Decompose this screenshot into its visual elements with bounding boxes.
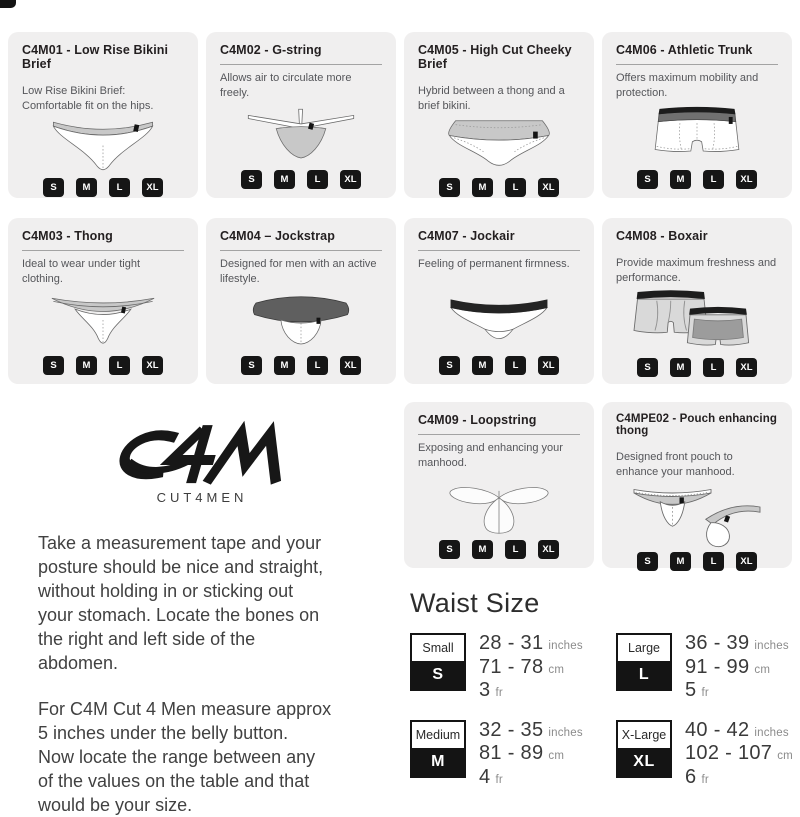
product-card-c4mpe02 bbox=[602, 402, 792, 568]
divider bbox=[220, 64, 382, 65]
size-badge-xl: XL bbox=[538, 178, 559, 197]
instruction-line: Now locate the range between any bbox=[38, 747, 316, 767]
size-badge-m: M bbox=[472, 356, 493, 375]
size-badge-s: S bbox=[637, 170, 658, 189]
size-label: Large bbox=[628, 641, 660, 655]
size-badge-s: S bbox=[241, 356, 262, 375]
instructions-paragraph-1 bbox=[38, 531, 396, 675]
size-badge-m: M bbox=[670, 358, 691, 377]
pouch-thong-svg bbox=[627, 479, 767, 549]
instruction-line: 5 inches under the belly button. bbox=[38, 723, 289, 743]
fr-value: 5 bbox=[685, 679, 697, 701]
product-card-c4m07 bbox=[404, 218, 594, 384]
cheeky-brief-svg bbox=[437, 113, 561, 175]
size-badge-l: L bbox=[505, 178, 526, 197]
size-label: Small bbox=[422, 641, 454, 655]
row3-and-waist-size bbox=[404, 402, 792, 817]
product-card-c4m06 bbox=[602, 32, 792, 198]
bikini-brief-illustration bbox=[22, 113, 184, 175]
boxair-svg bbox=[627, 285, 767, 355]
inches-unit: inches bbox=[754, 726, 789, 739]
size-entry-large bbox=[616, 633, 793, 704]
instruction-line: Take a measurement tape and your bbox=[38, 533, 322, 553]
lower-section bbox=[8, 402, 792, 817]
size-entry-xlarge bbox=[616, 720, 793, 791]
size-letter: XL bbox=[618, 748, 670, 776]
inches-value: 28 - 31 bbox=[479, 632, 544, 654]
size-badge-xl: XL bbox=[340, 356, 361, 375]
brand-and-instructions bbox=[8, 402, 396, 817]
product-description: Low Rise Bikini Brief: Comfortable fit on the hips. bbox=[22, 85, 154, 112]
instruction-line: For C4M Cut 4 Men measure approx bbox=[38, 699, 332, 719]
inches-value: 32 - 35 bbox=[479, 718, 544, 741]
size-badges bbox=[616, 170, 778, 189]
size-badge-m: M bbox=[670, 170, 691, 189]
cm-value: 71 - 78 bbox=[479, 655, 544, 678]
pouch-thong-illustration bbox=[616, 479, 778, 549]
size-badge-l: L bbox=[703, 552, 724, 571]
divider bbox=[220, 250, 382, 251]
size-badge-m: M bbox=[76, 178, 97, 197]
instruction-line: the right and left side of the bbox=[38, 629, 256, 649]
size-badge-xl: XL bbox=[538, 356, 559, 375]
size-badge-s: S bbox=[43, 178, 64, 197]
fr-value: 3 bbox=[479, 679, 491, 701]
size-badge-l: L bbox=[703, 358, 724, 377]
logo-subtext: CUT4MEN bbox=[156, 490, 248, 505]
thong-illustration bbox=[22, 287, 184, 353]
size-badge-m: M bbox=[274, 356, 295, 375]
size-badge-l: L bbox=[505, 356, 526, 375]
product-description: Provide maximum freshness and performance. bbox=[616, 257, 777, 284]
size-badge-s: S bbox=[439, 540, 460, 559]
size-label: Medium bbox=[415, 727, 461, 742]
instruction-line: would be your size. bbox=[38, 795, 193, 815]
cm-value: 102 - 107 bbox=[685, 742, 773, 764]
fr-value: 4 bbox=[479, 765, 491, 788]
size-values bbox=[685, 633, 789, 704]
size-label-box bbox=[410, 633, 466, 691]
size-badge-xl: XL bbox=[736, 552, 757, 571]
product-title: C4M01 - Low Rise Bikini Brief bbox=[22, 43, 169, 71]
product-description: Hybrid between a thong and a brief bikini. bbox=[418, 85, 565, 112]
fr-value: 6 bbox=[685, 765, 697, 788]
product-title: C4M02 - G-string bbox=[220, 43, 322, 57]
instruction-line: abdomen. bbox=[38, 653, 119, 673]
size-badges bbox=[418, 178, 580, 197]
fr-unit: fr bbox=[701, 687, 709, 699]
c4m-logo-icon bbox=[100, 426, 305, 484]
athletic-trunk-illustration bbox=[616, 101, 778, 167]
size-badge-m: M bbox=[472, 540, 493, 559]
product-description: Feeling of permanent firmness. bbox=[418, 258, 570, 270]
product-title: C4M04 – Jockstrap bbox=[220, 229, 335, 243]
size-letter: S bbox=[412, 661, 464, 689]
size-badge-s: S bbox=[241, 170, 262, 189]
waist-size-table bbox=[410, 633, 792, 790]
size-badge-s: S bbox=[439, 356, 460, 375]
inches-value: 40 - 42 bbox=[685, 718, 750, 741]
jockair-illustration bbox=[418, 287, 580, 353]
divider bbox=[616, 64, 778, 65]
product-description: Allows air to circulate more freely. bbox=[220, 72, 352, 99]
size-letter: L bbox=[618, 661, 670, 689]
measurement-instructions bbox=[38, 531, 396, 817]
size-badges bbox=[22, 178, 184, 197]
divider bbox=[22, 250, 184, 251]
jockair-svg bbox=[437, 289, 561, 351]
size-entry-small bbox=[410, 633, 608, 704]
size-badges bbox=[616, 552, 778, 571]
size-badge-l: L bbox=[703, 170, 724, 189]
size-label-box bbox=[410, 720, 466, 778]
fr-unit: fr bbox=[495, 773, 503, 786]
product-title: C4MPE02 - Pouch enhancing thong bbox=[616, 413, 777, 437]
product-description: Designed front pouch to enhance your manhood. bbox=[616, 451, 735, 478]
instruction-line: of the values on the table and that bbox=[38, 771, 310, 791]
size-badge-l: L bbox=[505, 540, 526, 559]
boxair-illustration bbox=[616, 285, 778, 355]
size-values bbox=[479, 633, 583, 704]
product-description: Ideal to wear under tight clothing. bbox=[22, 258, 141, 285]
fr-unit: fr bbox=[701, 773, 709, 786]
brand-logo bbox=[8, 426, 396, 505]
instructions-paragraph-2 bbox=[38, 697, 396, 817]
g-string-svg bbox=[239, 103, 363, 165]
size-badge-l: L bbox=[109, 356, 130, 375]
instruction-line: without holding in or sticking out bbox=[38, 581, 294, 601]
size-badges bbox=[616, 358, 778, 377]
cm-value: 81 - 89 bbox=[479, 742, 544, 764]
waist-size-heading: Waist Size bbox=[410, 588, 540, 618]
size-label: X-Large bbox=[621, 727, 667, 742]
cheeky-brief-illustration bbox=[418, 113, 580, 175]
size-label-box bbox=[616, 633, 672, 691]
size-badge-l: L bbox=[109, 178, 130, 197]
size-badges bbox=[22, 356, 184, 375]
divider bbox=[418, 434, 580, 435]
product-card-c4m04 bbox=[206, 218, 396, 384]
size-badge-l: L bbox=[307, 356, 328, 375]
loopstring-illustration bbox=[418, 471, 580, 537]
size-badge-s: S bbox=[439, 178, 460, 197]
product-card-c4m08 bbox=[602, 218, 792, 384]
product-card-c4m03 bbox=[8, 218, 198, 384]
row3-cards bbox=[404, 402, 792, 568]
thong-svg bbox=[41, 289, 165, 351]
size-badge-m: M bbox=[670, 552, 691, 571]
fr-unit: fr bbox=[495, 687, 503, 699]
corner-mark bbox=[0, 0, 16, 8]
size-badges bbox=[220, 170, 382, 189]
product-description: Exposing and enhancing your manhood. bbox=[418, 442, 563, 469]
size-badge-l: L bbox=[307, 170, 328, 189]
product-description: Offers maximum mobility and protection. bbox=[616, 72, 759, 99]
size-badge-xl: XL bbox=[736, 170, 757, 189]
size-values bbox=[479, 720, 583, 791]
loopstring-svg bbox=[437, 473, 561, 535]
cm-unit: cm bbox=[777, 750, 793, 762]
size-badge-m: M bbox=[274, 170, 295, 189]
product-title: C4M07 - Jockair bbox=[418, 229, 515, 243]
jockstrap-svg bbox=[239, 289, 363, 351]
cm-unit: cm bbox=[548, 750, 565, 762]
size-badge-xl: XL bbox=[142, 356, 163, 375]
product-card-c4m09 bbox=[404, 402, 594, 568]
size-badge-xl: XL bbox=[736, 358, 757, 377]
instruction-line: posture should be nice and straight, bbox=[38, 557, 324, 577]
athletic-trunk-svg bbox=[635, 103, 759, 165]
product-description: Designed for men with an active lifestyle. bbox=[220, 258, 377, 285]
size-values bbox=[685, 720, 793, 791]
product-cards-grid bbox=[8, 32, 792, 384]
inches-unit: inches bbox=[548, 726, 583, 739]
size-label-box bbox=[616, 720, 672, 778]
product-card-c4m05 bbox=[404, 32, 594, 198]
size-badge-xl: XL bbox=[538, 540, 559, 559]
inches-unit: inches bbox=[548, 640, 583, 652]
bikini-brief-svg bbox=[41, 113, 165, 175]
cm-unit: cm bbox=[754, 663, 771, 676]
size-badges bbox=[220, 356, 382, 375]
product-title: C4M05 - High Cut Cheeky Brief bbox=[418, 43, 572, 71]
cm-value: 91 - 99 bbox=[685, 655, 750, 678]
product-title: C4M08 - Boxair bbox=[616, 229, 708, 243]
cm-unit: cm bbox=[548, 663, 565, 676]
size-entry-medium bbox=[410, 720, 608, 791]
size-badge-xl: XL bbox=[142, 178, 163, 197]
divider bbox=[418, 250, 580, 251]
size-badge-s: S bbox=[637, 552, 658, 571]
g-string-illustration bbox=[220, 101, 382, 167]
inches-value: 36 - 39 bbox=[685, 632, 750, 654]
size-badge-s: S bbox=[43, 356, 64, 375]
instruction-line: your stomach. Locate the bones on bbox=[38, 605, 320, 625]
product-title: C4M06 - Athletic Trunk bbox=[616, 43, 753, 57]
product-title: C4M09 - Loopstring bbox=[418, 413, 537, 427]
jockstrap-illustration bbox=[220, 287, 382, 353]
size-badges bbox=[418, 356, 580, 375]
size-badge-m: M bbox=[76, 356, 97, 375]
size-badges bbox=[418, 540, 580, 559]
product-card-c4m01 bbox=[8, 32, 198, 198]
size-letter: M bbox=[412, 748, 464, 776]
product-card-c4m02 bbox=[206, 32, 396, 198]
size-badge-s: S bbox=[637, 358, 658, 377]
waist-size-section bbox=[404, 588, 792, 790]
size-badge-xl: XL bbox=[340, 170, 361, 189]
size-badge-m: M bbox=[472, 178, 493, 197]
product-title: C4M03 - Thong bbox=[22, 229, 113, 243]
inches-unit: inches bbox=[754, 640, 789, 652]
